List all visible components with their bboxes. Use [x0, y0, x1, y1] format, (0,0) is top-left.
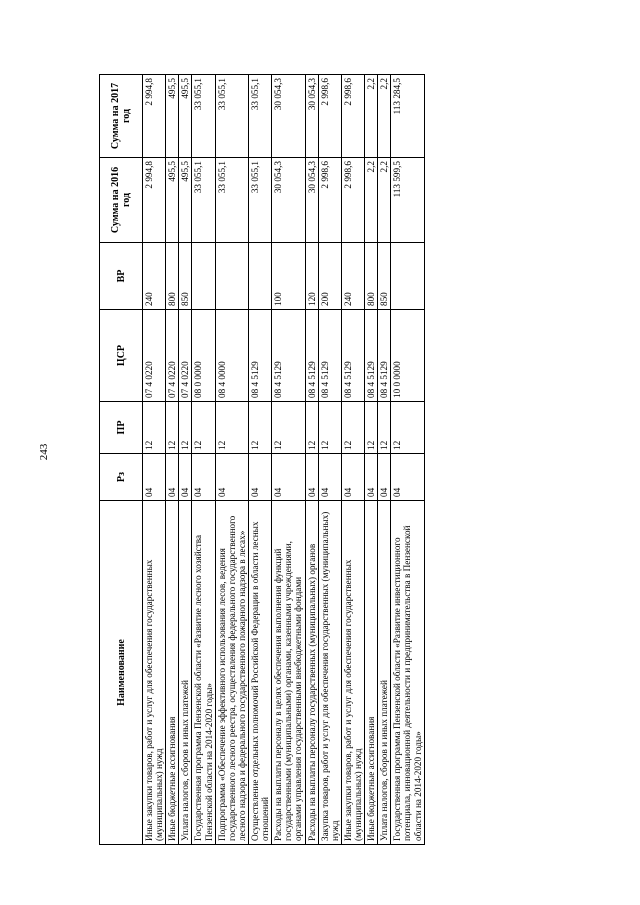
cell-name: Иные закупки товаров, работ и услуг для обеспечения государственных (муниципальных) нужд: [143, 501, 166, 845]
budget-table: [99, 74, 425, 845]
table-row: [179, 75, 192, 845]
cell-vr: [248, 243, 271, 310]
cell-vr: 200: [318, 243, 341, 310]
cell-pr: 12: [341, 402, 364, 454]
cell-rz: 04: [305, 454, 318, 501]
cell-sum-2017: 2,2: [365, 75, 378, 158]
cell-pr: 12: [192, 402, 215, 454]
cell-pr: 12: [215, 402, 248, 454]
cell-vr: [391, 243, 424, 310]
table-row: [272, 75, 305, 845]
cell-csr: 08 4 5129: [272, 310, 305, 402]
cell-name: Расходы на выплаты персоналу государственных (муниципальных) органов: [305, 501, 318, 845]
cell-sum-2016: 2,2: [365, 158, 378, 243]
cell-sum-2016: 30 054,3: [272, 158, 305, 243]
table-body: [143, 75, 425, 845]
cell-pr: 12: [305, 402, 318, 454]
cell-rz: 04: [192, 454, 215, 501]
cell-name: Расходы на выплаты персоналу в целях обеспечения выполнения функций государственными (муниципальными) органами, казенными учреждениями, органами управления государственными внебюджетными фондами: [272, 501, 305, 845]
cell-pr: 12: [272, 402, 305, 454]
cell-csr: 07 4 0220: [179, 310, 192, 402]
cell-sum-2017: 2 994,8: [143, 75, 166, 158]
table-row: [378, 75, 391, 845]
rotated-table-wrapper: [99, 75, 527, 845]
cell-pr: 12: [143, 402, 166, 454]
cell-pr: 12: [391, 402, 424, 454]
cell-csr: 10 0 0000: [391, 310, 424, 402]
table-row: [305, 75, 318, 845]
cell-sum-2016: 495,5: [166, 158, 179, 243]
cell-vr: 800: [166, 243, 179, 310]
cell-sum-2016: 2 998,6: [341, 158, 364, 243]
cell-sum-2016: 495,5: [179, 158, 192, 243]
table-row: [248, 75, 271, 845]
cell-rz: 04: [166, 454, 179, 501]
cell-csr: 08 4 5129: [318, 310, 341, 402]
table-row: [341, 75, 364, 845]
cell-pr: 12: [318, 402, 341, 454]
cell-sum-2017: 495,5: [179, 75, 192, 158]
header-row: [100, 75, 143, 845]
table-header: [100, 75, 143, 845]
table-row: [318, 75, 341, 845]
cell-sum-2017: 113 284,5: [391, 75, 424, 158]
cell-vr: [192, 243, 215, 310]
cell-sum-2016: 30 054,3: [305, 158, 318, 243]
cell-name: Осуществление отдельных полномочий Российской Федерации в области лесных отношений: [248, 501, 271, 845]
cell-vr: 800: [365, 243, 378, 310]
cell-rz: 04: [365, 454, 378, 501]
cell-sum-2017: 33 055,1: [215, 75, 248, 158]
cell-vr: 850: [378, 243, 391, 310]
cell-sum-2017: 33 055,1: [192, 75, 215, 158]
cell-csr: 07 4 0220: [166, 310, 179, 402]
cell-csr: 07 4 0220: [143, 310, 166, 402]
cell-rz: 04: [391, 454, 424, 501]
header-rz: Рз: [100, 454, 143, 501]
cell-vr: 240: [341, 243, 364, 310]
cell-name: Уплата налогов, сборов и иных платежей: [378, 501, 391, 845]
cell-name: Иные бюджетные ассигнования: [365, 501, 378, 845]
header-sum-2017: Сумма на 2017 год: [100, 75, 143, 158]
cell-vr: 100: [272, 243, 305, 310]
cell-vr: 240: [143, 243, 166, 310]
cell-vr: 120: [305, 243, 318, 310]
table-row: [192, 75, 215, 845]
cell-pr: 12: [378, 402, 391, 454]
cell-sum-2017: 33 055,1: [248, 75, 271, 158]
cell-sum-2016: 113 599,5: [391, 158, 424, 243]
cell-rz: 04: [143, 454, 166, 501]
cell-pr: 12: [365, 402, 378, 454]
cell-name: Иные бюджетные ассигнования: [166, 501, 179, 845]
cell-pr: 12: [166, 402, 179, 454]
table-row: [391, 75, 424, 845]
cell-csr: 08 4 5129: [248, 310, 271, 402]
header-vr: ВР: [100, 243, 143, 310]
cell-pr: 12: [179, 402, 192, 454]
cell-sum-2016: 33 055,1: [192, 158, 215, 243]
cell-csr: 08 4 5129: [305, 310, 318, 402]
cell-pr: 12: [248, 402, 271, 454]
cell-csr: 08 4 5129: [341, 310, 364, 402]
cell-csr: 08 4 0000: [215, 310, 248, 402]
cell-sum-2017: 2,2: [378, 75, 391, 158]
cell-rz: 04: [248, 454, 271, 501]
cell-name: Государственная программа Пензенской области «Развитие инвестиционного потенциала, инновационной деятельности и предпринимательства в Пензенской области на 2014-2020 годы»: [391, 501, 424, 845]
table-row: [143, 75, 166, 845]
header-sum-2016: Сумма на 2016 год: [100, 158, 143, 243]
cell-csr: 08 0 0000: [192, 310, 215, 402]
cell-rz: 04: [215, 454, 248, 501]
table-row: [166, 75, 179, 845]
cell-name: Закупка товаров, работ и услуг для обеспечения государственных (муниципальных) нужд: [318, 501, 341, 845]
header-csr: ЦСР: [100, 310, 143, 402]
cell-name: Иные закупки товаров, работ и услуг для обеспечения государственных (муниципальных) нужд: [341, 501, 364, 845]
cell-rz: 04: [378, 454, 391, 501]
cell-rz: 04: [318, 454, 341, 501]
cell-sum-2016: 2 994,8: [143, 158, 166, 243]
table-row: [365, 75, 378, 845]
cell-sum-2017: 30 054,3: [305, 75, 318, 158]
cell-rz: 04: [179, 454, 192, 501]
cell-sum-2016: 2,2: [378, 158, 391, 243]
cell-vr: [215, 243, 248, 310]
cell-name: Уплата налогов, сборов и иных платежей: [179, 501, 192, 845]
cell-rz: 04: [341, 454, 364, 501]
header-pr: ПР: [100, 402, 143, 454]
cell-sum-2017: 2 998,6: [341, 75, 364, 158]
cell-sum-2017: 2 998,6: [318, 75, 341, 158]
cell-sum-2016: 2 998,6: [318, 158, 341, 243]
table-row: [215, 75, 248, 845]
cell-sum-2017: 30 054,3: [272, 75, 305, 158]
page-number: 243: [38, 443, 50, 461]
header-name: Наименование: [100, 501, 143, 845]
cell-rz: 04: [272, 454, 305, 501]
cell-csr: 08 4 5129: [378, 310, 391, 402]
cell-name: Подпрограмма «Обеспечение эффективного использования лесов, ведения государственного лесного реестра, осуществления федерального государственного лесного надзора и федерального государственного пожарного надзора в лесах»: [215, 501, 248, 845]
cell-sum-2017: 495,5: [166, 75, 179, 158]
cell-vr: 850: [179, 243, 192, 310]
cell-sum-2016: 33 055,1: [248, 158, 271, 243]
cell-sum-2016: 33 055,1: [215, 158, 248, 243]
cell-name: Государственная программа Пензенской области «Развитие лесного хозяйства Пензенской области на 2014-2020 годы»: [192, 501, 215, 845]
cell-csr: 08 4 5129: [365, 310, 378, 402]
